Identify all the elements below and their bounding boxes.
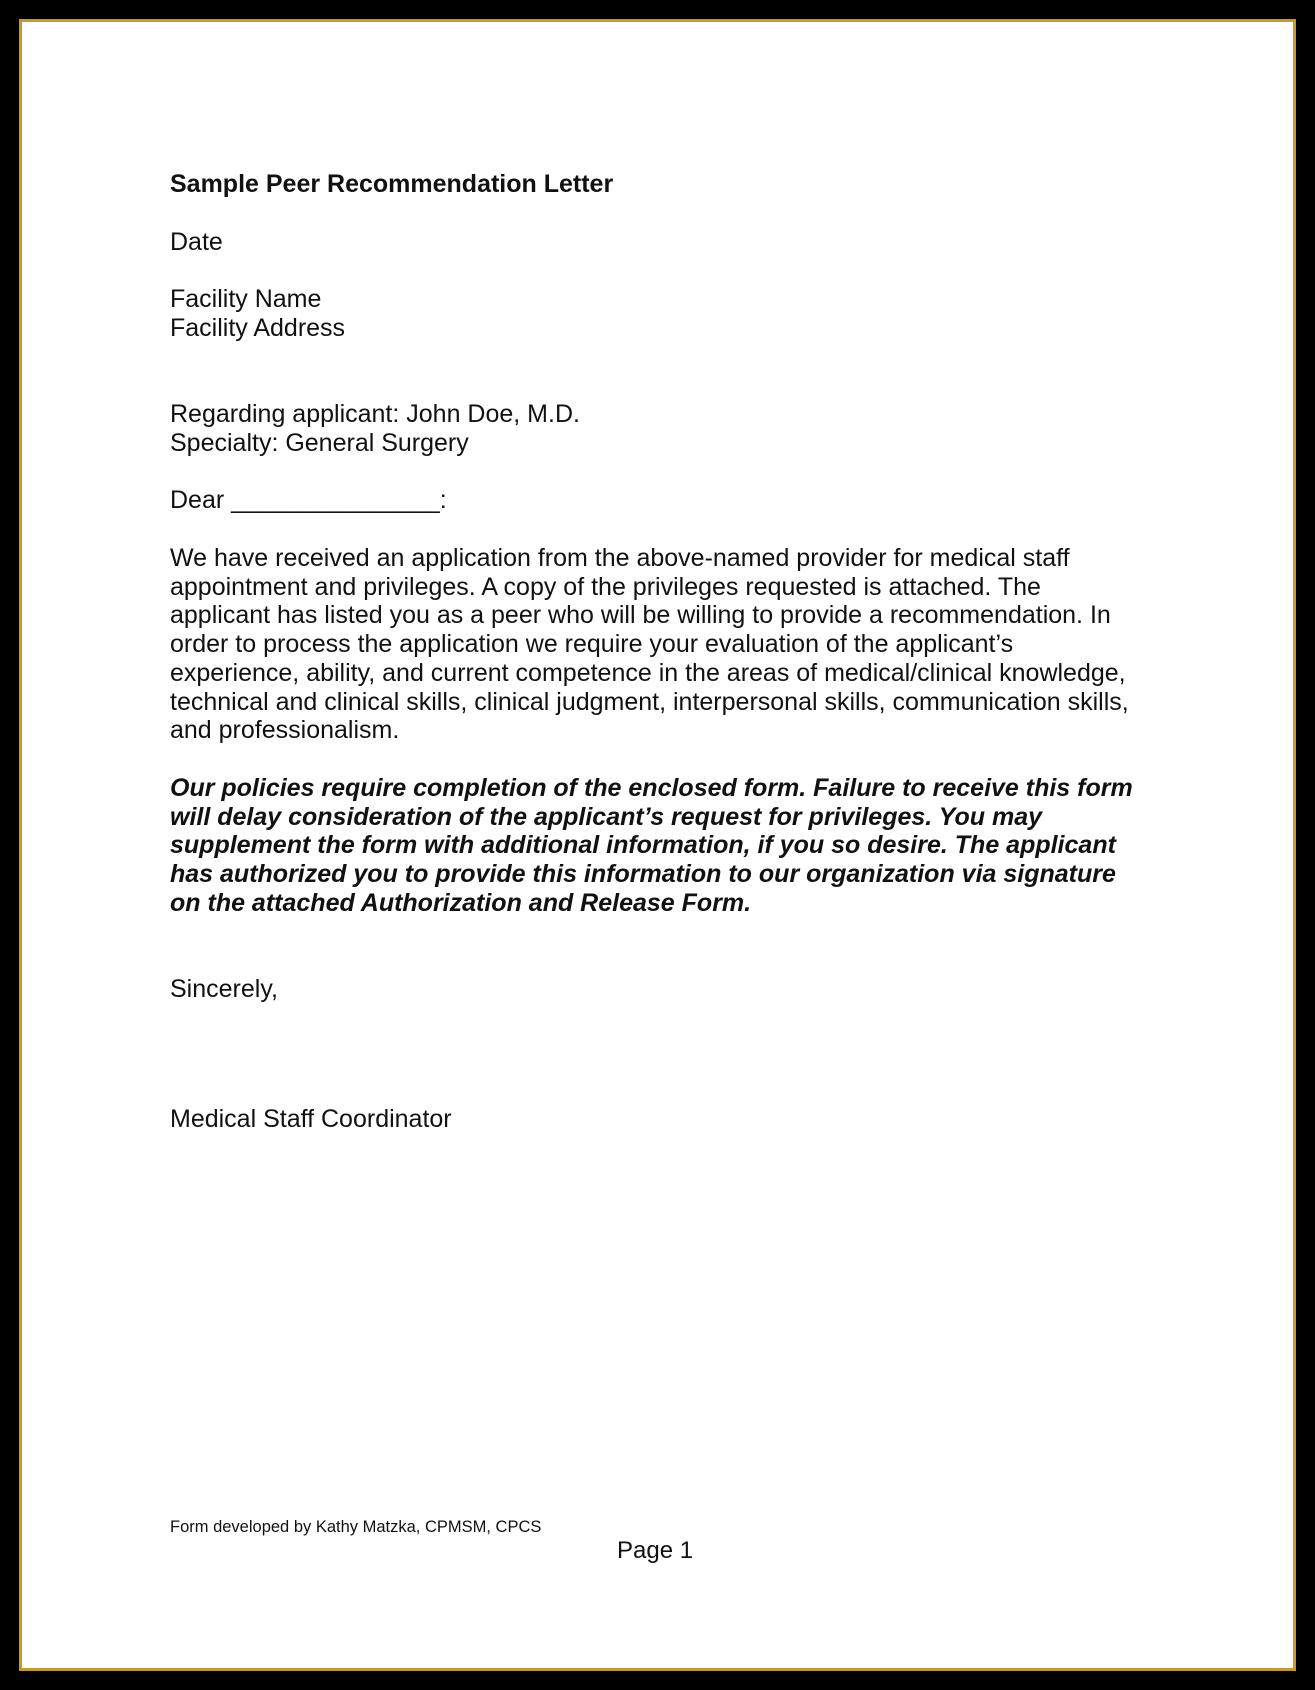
policy-line: supplement the form with additional information, if you so desire. The applicant — [170, 831, 1116, 860]
policy-paragraph — [170, 774, 1155, 918]
page-number: Page 1 — [617, 1537, 694, 1564]
applicant-specialty: Specialty: General Surgery — [170, 429, 469, 457]
form-credit: Form developed by Kathy Matzka, CPMSM, CPCS — [170, 1518, 542, 1536]
policy-line: Our policies require completion of the enclosed form. Failure to receive this form — [170, 774, 1133, 802]
signatory-title: Medical Staff Coordinator — [170, 1105, 452, 1133]
closing: Sincerely, — [170, 975, 278, 1003]
facility-name: Facility Name — [170, 285, 322, 313]
body-line: experience, ability, and current competence in the areas of medical/clinical knowledge, — [170, 658, 1126, 687]
letter-date: Date — [170, 228, 223, 256]
body-line: We have received an application from the above-named provider for medical staff — [170, 544, 1070, 572]
facility-address: Facility Address — [170, 314, 346, 342]
body-line: appointment and privileges. A copy of the privileges requested is attached. The — [170, 572, 1041, 601]
letter-title: Sample Peer Recommendation Letter — [170, 170, 614, 198]
policy-line: will delay consideration of the applicant’s request for privileges. You may — [170, 802, 1042, 831]
body-line: applicant has listed you as a peer who will be willing to provide a recommendation. In — [170, 601, 1111, 630]
body-line: and professionalism. — [170, 716, 400, 745]
policy-line: has authorized you to provide this information to our organization via signature — [170, 860, 1116, 889]
regarding-applicant: Regarding applicant: John Doe, M.D. — [170, 400, 580, 428]
body-line: technical and clinical skills, clinical judgment, interpersonal skills, communication skills, — [170, 687, 1129, 716]
body-line: order to process the application we require your evaluation of the applicant’s — [170, 630, 1014, 659]
salutation: Dear _______________: — [170, 486, 447, 514]
policy-line: on the attached Authorization and Release Form. — [170, 888, 752, 917]
body-paragraph — [170, 544, 1155, 745]
